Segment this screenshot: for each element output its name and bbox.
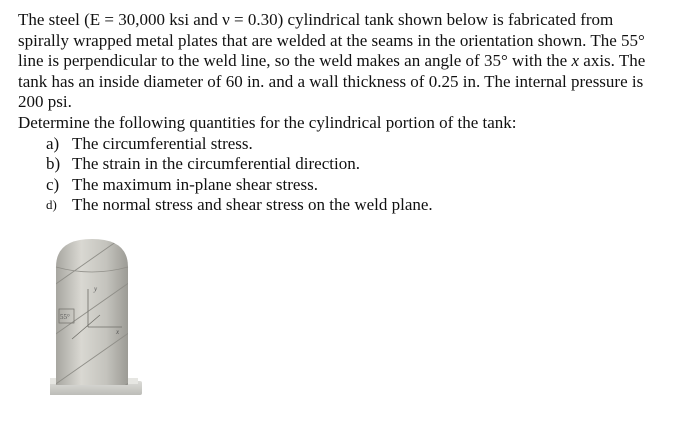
statement-line-3a: line is perpendicular to the weld line, so the weld makes an angle of 35° with the xyxy=(18,51,572,71)
question-list xyxy=(18,134,688,216)
item-text: The maximum in-plane shear stress. xyxy=(72,174,318,194)
statement-line-3 xyxy=(18,51,688,72)
item-text: The strain in the circumferential direction. xyxy=(72,154,360,174)
statement-line-5: 200 psi. xyxy=(18,92,72,112)
x-axis-italic: x xyxy=(571,51,580,71)
tank-body xyxy=(56,239,128,385)
item-marker: c) xyxy=(46,174,60,194)
statement-line-3b: axis. The xyxy=(579,51,646,71)
statement-line-4: tank has an inside diameter of 60 in. and a wall thickness of 0.25 in. The internal pressure is xyxy=(18,71,644,91)
y-axis-label: y xyxy=(94,285,98,293)
x-axis-label: x xyxy=(116,328,120,336)
item-marker: b) xyxy=(46,154,61,174)
statement-line-2: spirally wrapped metal plates that are welded at the seams in the orientation shown. The 55° xyxy=(18,30,645,50)
tank-figure xyxy=(50,235,150,410)
list-item xyxy=(46,154,688,175)
list-item xyxy=(46,195,688,216)
statement-line-1: The steel (E = 30,000 ksi and ν = 0.30) cylindrical tank shown below is fabricated from xyxy=(18,10,614,29)
problem-text xyxy=(18,10,688,216)
list-item xyxy=(46,134,688,155)
question-prompt: Determine the following quantities for the cylindrical portion of the tank: xyxy=(18,112,517,132)
item-marker: d) xyxy=(46,197,57,213)
list-item xyxy=(46,175,688,196)
item-marker: a) xyxy=(46,133,60,153)
problem-statement xyxy=(18,10,688,113)
item-text: The circumferential stress. xyxy=(72,133,253,153)
angle-label: 55° xyxy=(60,313,70,321)
item-text: The normal stress and shear stress on the weld plane. xyxy=(72,195,433,215)
